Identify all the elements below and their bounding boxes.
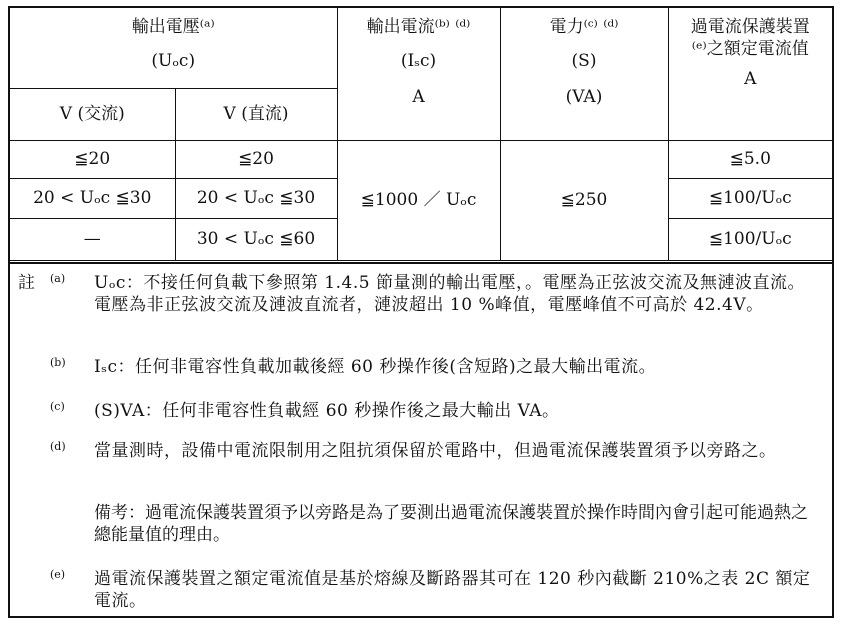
header-voltage-dc: V (直流): [175, 88, 337, 140]
header-power-label: 電力⁽ᶜ⁾ ⁽ᵈ⁾: [549, 17, 619, 37]
limits-table: [10, 8, 832, 261]
header-power-symbol: (S): [571, 51, 597, 71]
cell-dc: 30 < Uₒc ≦60: [175, 218, 337, 260]
header-voltage-ac: V (交流): [10, 88, 175, 140]
header-output-voltage: [10, 8, 337, 88]
remark-text: 備考：過電流保護裝置須予以旁路是為了要測出過電流保護裝置於操作時間內會引起可能過熱之總能量值的理由。: [94, 503, 808, 545]
header-voltage-label: 輸出電壓⁽ᵃ⁾: [131, 17, 215, 37]
note-c-text: (S)VA：任何非電容性負載經 60 秒操作後之最大輸出 VA。: [94, 401, 560, 421]
note-a: [10, 272, 832, 342]
note-d: [10, 440, 832, 488]
header-voltage-symbol: (Uₒc): [151, 51, 196, 71]
note-d-tag: (d): [50, 440, 66, 453]
spec-sheet: [8, 6, 834, 618]
header-power-unit: (VA): [565, 87, 603, 107]
note-e-tag: (e): [50, 568, 66, 581]
header-overcurrent-unit: A: [744, 69, 757, 89]
header-current-symbol: (Iₛc): [400, 51, 437, 71]
note-e-text: 過電流保護裝置之額定電流值是基於熔線及斷路器其可在 120 秒內截斷 210%之表 2C 額定電流。: [94, 569, 811, 611]
note-c-tag: (c): [50, 400, 65, 413]
note-a-text: Uₒc：不接任何負載下參照第 1.4.5 節量測的輸出電壓，。電壓為正弦波交流及無漣波直流。電壓為非正弦波交流及漣波直流者，漣波超出 10 %峰值，電壓峰值不可高於 42.4V。: [94, 273, 805, 315]
header-current-unit: A: [412, 87, 425, 107]
note-remark: [10, 502, 832, 550]
cell-power-limit: ≦250: [500, 140, 668, 260]
header-overcurrent-label: 過電流保護裝置⁽ᵉ⁾之額定電流值: [690, 17, 810, 59]
header-overcurrent: [668, 8, 832, 140]
header-power: [500, 8, 668, 140]
cell-ocp: ≦100/Uₒc: [668, 218, 832, 260]
cell-dc: ≦20: [175, 140, 337, 178]
header-output-current: [337, 8, 500, 140]
note-b-text: Iₛc：任何非電容性負載加載後經 60 秒操作後(含短路)之最大輸出電流。: [94, 357, 657, 377]
note-a-tag: (a): [50, 272, 66, 285]
table-row: [10, 140, 832, 178]
cell-ac: ≦20: [10, 140, 175, 178]
cell-dc: 20 < Uₒc ≦30: [175, 178, 337, 218]
cell-ocp: ≦100/Uₒc: [668, 178, 832, 218]
note-d-text: 當量測時，設備中電流限制用之阻抗須保留於電路中，但過電流保護裝置須予以旁路之。: [94, 441, 777, 461]
cell-ocp: ≦5.0: [668, 140, 832, 178]
header-current-label: 輸出電流⁽ᵇ⁾ ⁽ᵈ⁾: [366, 17, 471, 37]
notes-label: 註: [18, 273, 35, 293]
cell-current-limit: ≦1000 ／ Uₒc: [337, 140, 500, 260]
cell-ac: 20 < Uₒc ≦30: [10, 178, 175, 218]
note-b: [10, 356, 832, 382]
note-e: [10, 568, 832, 616]
cell-ac: —: [10, 218, 175, 260]
note-b-tag: (b): [50, 356, 66, 369]
note-c: [10, 400, 832, 426]
notes-section: [10, 262, 832, 618]
